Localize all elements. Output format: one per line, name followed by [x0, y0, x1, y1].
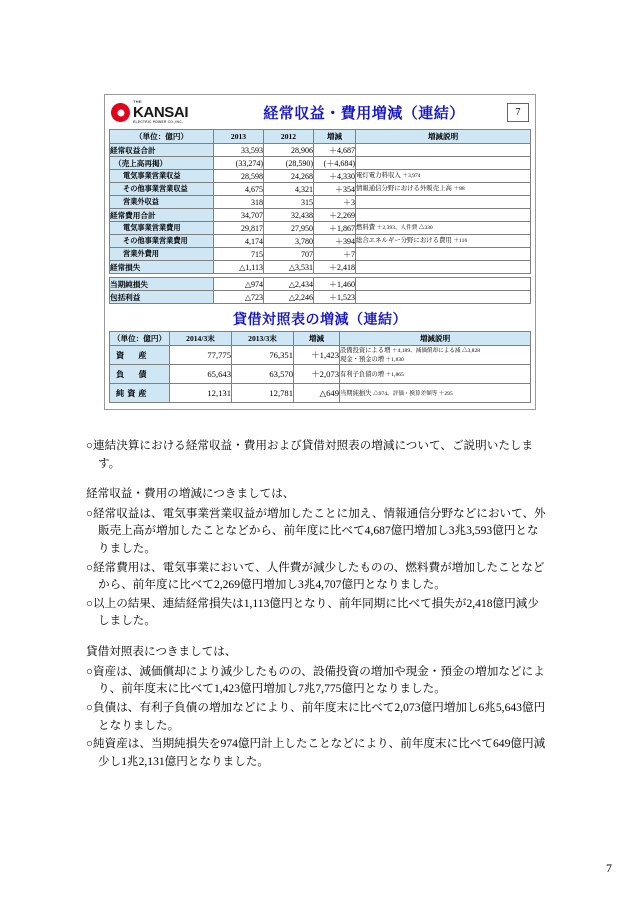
value-2012: 27,950	[264, 222, 314, 235]
value-2013: 33,593	[214, 144, 264, 157]
table-row	[110, 235, 531, 248]
slide-page-badge: 7	[507, 103, 529, 122]
value-2013: 28,598	[214, 170, 264, 183]
header-year-2013-03: 2013/3末	[232, 332, 294, 346]
value-2012: (28,590)	[264, 157, 314, 170]
logo-name-text: KANSAI	[133, 104, 189, 122]
header-change: 増減	[314, 130, 356, 144]
row-label: （売上高再掲）	[110, 157, 214, 170]
kansai-logo	[109, 100, 221, 124]
table-row	[110, 346, 531, 365]
table-row	[110, 365, 531, 384]
value-change: ＋2,269	[314, 209, 356, 222]
paragraph-liabilities: ○負債は、有利子負債の増加などにより、前年度末に比べて2,073億円増加し6兆5,643億円となりました。	[86, 700, 546, 732]
row-note	[356, 278, 531, 291]
value-2012: 28,906	[264, 144, 314, 157]
value-change: ＋7	[314, 248, 356, 261]
value-2012: 315	[264, 196, 314, 209]
row-label: 電気事業営業収益	[110, 170, 214, 183]
value-2013: 4,675	[214, 183, 264, 196]
note-figure: ＋1,830	[385, 357, 404, 364]
paragraph-ordinary-loss: ○以上の結果、連結経常損失は1,113億円となり、前年同期に比べて損失が2,418億円減少しました。	[86, 596, 539, 628]
value-change: ＋354	[314, 183, 356, 196]
row-label: 包括利益	[110, 291, 214, 304]
value-2012: 24,268	[264, 170, 314, 183]
row-label: 営業外収益	[110, 196, 214, 209]
value-change: (＋4,684)	[314, 157, 356, 170]
table-header-row	[110, 332, 531, 346]
value-2013: 4,174	[214, 235, 264, 248]
row-label: 資 産	[110, 346, 170, 365]
paragraph-intro: ○連結決算における経常収益・費用および貸借対照表の増減について、ご説明いたします。	[86, 439, 534, 470]
table-row	[110, 170, 531, 183]
row-note	[356, 261, 531, 274]
note-figure: ＋116	[453, 238, 468, 244]
table-row	[110, 291, 531, 304]
paragraph-expenses: ○経常費用は、電気事業において、人件費が減少したものの、燃料費が増加したことなどから、前年度に比べて2,269億円増加し3兆4,707億円となりました。	[86, 560, 545, 592]
value-change: ＋1,523	[314, 291, 356, 304]
note-figure: ＋2,393、人件費 △330	[376, 225, 433, 231]
value-2012: 4,321	[264, 183, 314, 196]
row-label: 経常収益合計	[110, 144, 214, 157]
table-row	[110, 248, 531, 261]
paragraph-net-assets: ○純資産は、当期純損失を974億円計上したことなどにより、前年度末に比べて649億円減少し1兆2,131億円となりました。	[86, 737, 546, 768]
row-note	[340, 384, 531, 403]
page-number: 7	[606, 861, 612, 875]
value-change: ＋1,460	[314, 278, 356, 291]
value-2012: 707	[264, 248, 314, 261]
paragraph-assets: ○資産は、減価償却により減少したものの、設備投資の増加や現金・預金の増加などにより、前年度末に比べて1,423億円増加し7兆7,775億円となりました。	[86, 664, 545, 696]
income-statement-table	[109, 129, 531, 274]
row-label: その他事業営業費用	[110, 235, 214, 248]
row-note: 燃料費 ＋2,393、人件費 △330	[356, 222, 531, 235]
row-label: 当期純損失	[110, 278, 214, 291]
header-note: 増減説明	[356, 130, 531, 144]
value-change: ＋394	[314, 235, 356, 248]
row-note: 情報通信分野における外販売上高 ＋88	[356, 183, 531, 196]
row-label: 営業外費用	[110, 248, 214, 261]
note-figure: ＋1,865	[385, 371, 404, 378]
header-year-2013: 2013	[214, 130, 264, 144]
row-label: 負 債	[110, 365, 170, 384]
value-previous: 76,351	[232, 346, 294, 365]
header-unit: （単位：億円）	[110, 130, 214, 144]
paragraph-lead-balance: 貸借対照表につきましては、	[86, 645, 237, 659]
table-row	[110, 384, 531, 403]
note-line: 現金・預金の増 ＋1,830	[340, 356, 404, 364]
logo-subtitle-text: ELECTRIC POWER CO.,INC.	[133, 120, 183, 125]
value-2012: △3,531	[264, 261, 314, 274]
table-row	[110, 278, 531, 291]
value-2012: △2,246	[264, 291, 314, 304]
slide-container	[104, 94, 536, 410]
value-2013: (33,274)	[214, 157, 264, 170]
note-line: 設備投資による増 ＋4,189、減価償却による減 △3,828	[340, 347, 481, 354]
net-loss-table	[109, 277, 531, 304]
row-note	[356, 157, 531, 170]
row-note	[356, 209, 531, 222]
header-note: 増減説明	[340, 332, 531, 346]
row-note: 電灯電力料収入 ＋3,974	[356, 170, 531, 183]
note-figure: ＋4,189、減価償却による減 △3,828	[391, 348, 481, 354]
value-change: ＋1,867	[314, 222, 356, 235]
value-2013: 715	[214, 248, 264, 261]
row-note	[340, 346, 531, 365]
header-year-2014-03: 2014/3末	[170, 332, 232, 346]
value-current: 77,775	[170, 346, 232, 365]
note-figure: ＋88	[453, 186, 465, 192]
note-figure: △974、評価・換算差額等 ＋295	[373, 390, 453, 397]
kansai-logo-text	[133, 100, 188, 124]
header-change: 増減	[294, 332, 340, 346]
value-2013: 318	[214, 196, 264, 209]
value-change: ＋2,418	[314, 261, 356, 274]
row-label: 純資産	[110, 384, 170, 403]
table-row	[110, 157, 531, 170]
row-note	[356, 196, 531, 209]
note-figure: ＋3,974	[402, 173, 421, 179]
value-2013: 29,817	[214, 222, 264, 235]
slide-header	[109, 98, 531, 127]
row-note	[356, 291, 531, 304]
row-label: 経常費用合計	[110, 209, 214, 222]
table-header-row	[110, 130, 531, 144]
kansai-logo-mark-icon	[111, 103, 130, 122]
value-change: ＋1,423	[294, 346, 340, 365]
value-previous: 63,570	[232, 365, 294, 384]
value-change: △649	[294, 384, 340, 403]
note-line: 当期純損失 △974、評価・換算差額等 ＋295	[340, 389, 453, 397]
value-2013: △974	[214, 278, 264, 291]
body-text-container	[86, 437, 546, 771]
value-2012: 3,780	[264, 235, 314, 248]
paragraph-revenue: ○経常収益は、電気事業営業収益が増加したことに加え、情報通信分野などにおいて、外販売上高が増加したことなどから、前年度に比べて4,687億円増加し3兆3,593億円となりました。	[86, 506, 546, 556]
value-change: ＋4,330	[314, 170, 356, 183]
value-change: ＋4,687	[314, 144, 356, 157]
header-unit: （単位：億円）	[110, 332, 170, 346]
value-2013: △1,113	[214, 261, 264, 274]
row-note: 総合エネルギー分野における費用 ＋116	[356, 235, 531, 248]
table-row	[110, 209, 531, 222]
value-change: ＋3	[314, 196, 356, 209]
table-row	[110, 183, 531, 196]
paragraph-lead-income: 経常収益・費用の増減につきましては、	[86, 487, 295, 501]
row-note	[356, 144, 531, 157]
table-row	[110, 222, 531, 235]
value-change: ＋2,073	[294, 365, 340, 384]
value-2013: △723	[214, 291, 264, 304]
header-year-2012: 2012	[264, 130, 314, 144]
balance-sheet-section-title: 貸借対照表の増減（連結）	[233, 313, 407, 328]
row-note	[340, 365, 531, 384]
table-row	[110, 261, 531, 274]
table-row	[110, 196, 531, 209]
row-label: 経常損失	[110, 261, 214, 274]
logo-the-text: THE	[133, 99, 142, 105]
row-label: その他事業営業収益	[110, 183, 214, 196]
value-2012: △2,434	[264, 278, 314, 291]
value-current: 65,643	[170, 365, 232, 384]
row-label: 電気事業営業費用	[110, 222, 214, 235]
value-2012: 32,438	[264, 209, 314, 222]
table-row	[110, 144, 531, 157]
row-note	[356, 248, 531, 261]
note-line: 有利子負債の増 ＋1,865	[340, 370, 404, 378]
value-previous: 12,781	[232, 384, 294, 403]
balance-sheet-table	[109, 331, 531, 403]
slide-title: 経常収益・費用増減（連結）	[263, 106, 465, 122]
value-current: 12,131	[170, 384, 232, 403]
value-2013: 34,707	[214, 209, 264, 222]
